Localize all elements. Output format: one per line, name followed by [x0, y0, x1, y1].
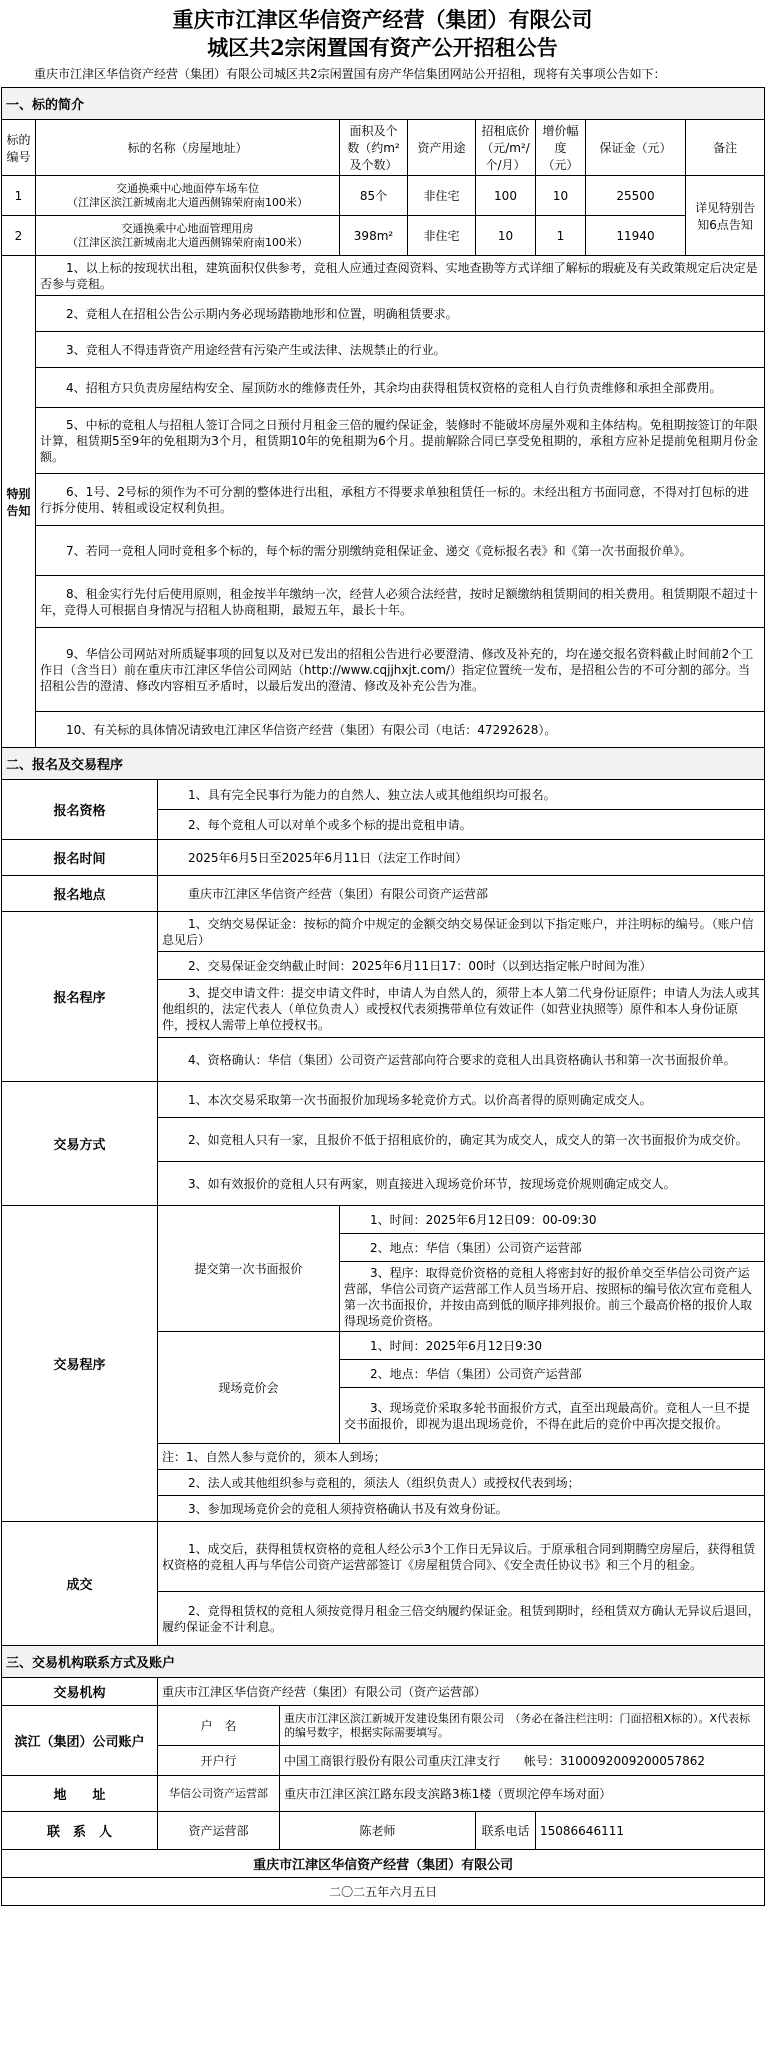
row-remark: 详见特别告知6点告知: [686, 176, 765, 256]
contact-name: 陈老师: [280, 1812, 476, 1850]
address-label: 地 址: [2, 1776, 158, 1812]
row-name-line-2: （江津区滨江新城南北大道西侧锦荣府南100米）: [67, 195, 308, 209]
note-item: 2、法人或其他组织参与竞租的，须法人（组织负责人）或授权代表到场；: [158, 1470, 765, 1496]
registration-time: 2025年6月5日至2025年6月11日（法定工作时间）: [158, 840, 765, 876]
note-item: 注：1、自然人参与竞价的，须本人到场；: [158, 1444, 765, 1470]
registration-place: 重庆市江津区华信资产经营（集团）有限公司资产运营部: [158, 876, 765, 912]
registration-time-label: 报名时间: [2, 840, 158, 876]
site-auction-label: 现场竞价会: [158, 1332, 340, 1444]
col-header-remark: 备注: [686, 120, 765, 176]
notice-row: [2, 712, 765, 748]
row-increment: 10: [536, 176, 586, 216]
col-header-deposit: 保证金（元）: [586, 120, 686, 176]
notice-item: 1、以上标的按现状出租，建筑面积仅供参考，竞租人应通过查阅资料、实地查勘等方式详细了解标的瑕疵及有关政策规定后决定是否参与竞租。: [36, 256, 765, 296]
notice-row: [2, 526, 765, 576]
procedure-item: 4、资格确认：华信（集团）公司资产运营部向符合要求的竞租人出具资格确认书和第一次书面报价单。: [158, 1038, 765, 1082]
notice-row: [2, 576, 765, 628]
note-item: 3、参加现场竞价会的竞租人须持资格确认书及有效身份证。: [158, 1496, 765, 1522]
contact-dept: 资产运营部: [158, 1812, 280, 1850]
procedure-item: 3、提交申请文件：提交申请文件时，申请人为自然人的，须带上本人第二代身份证原件；申请人为法人或其他组织的，法定代表人（单位负责人）或授权代表须携带单位有效证件（如营业执照等）原件和本人身份证原件，授权人需带上单位授权书。: [158, 980, 765, 1038]
site-auction-item: 2、地点：华信（集团）公司资产运营部: [340, 1360, 765, 1388]
col-header-no: 标的编号: [2, 120, 36, 176]
title-line-2: 城区共2宗闲置国有资产公开招租公告: [207, 35, 558, 60]
trade-method-label: 交易方式: [2, 1082, 158, 1206]
col-header-name: 标的名称（房屋地址）: [36, 120, 340, 176]
first-quote-item: 3、程序：取得竞价资格的竞租人将密封好的报价单交至华信公司资产运营部，华信公司资产运营部工作人员当场开启、按照标的编号依次宣布竞租人第一次书面报价，并按由高到低的顺序排列报价。前三个最高价格的报价人取得现场竞价资格。: [340, 1262, 765, 1332]
section-1-title: 一、标的简介: [2, 88, 765, 120]
page-title: [0, 6, 765, 62]
account-label: 滨江（集团）公司账户: [2, 1706, 158, 1776]
row-name-line-2: （江津区滨江新城南北大道西侧锦荣府南100米）: [67, 235, 308, 249]
site-auction-item: 1、时间：2025年6月12日9:30: [340, 1332, 765, 1360]
row-increment: 1: [536, 216, 586, 256]
footer-date: 二〇二五年六月五日: [2, 1878, 765, 1906]
trade-method-item: 1、本次交易采取第一次书面报价加现场多轮竞价方式。以价高者得的原则确定成交人。: [158, 1082, 765, 1118]
row-no: 2: [2, 216, 36, 256]
phone-label: 联系电话: [476, 1812, 536, 1850]
row-name: [36, 216, 340, 256]
qualification-label: 报名资格: [2, 780, 158, 840]
procedure-item: 2、交易保证金交纳截止时间：2025年6月11日17：00时（以到达指定帐户时间为准）: [158, 952, 765, 980]
notice-label: 特别告知: [2, 256, 36, 748]
address: 重庆市江津区滨江路东段支滨路3栋1楼（贾坝沱停车场对面）: [280, 1776, 765, 1812]
col-header-use: 资产用途: [408, 120, 476, 176]
row-use: 非住宅: [408, 176, 476, 216]
deal-label: 成交: [2, 1522, 158, 1646]
row-area: 398m²: [340, 216, 408, 256]
site-auction-item: 3、现场竞价采取多轮书面报价方式，直至出现最高价。竞租人一旦不提交书面报价，即视为退出现场竞价，不得在此后的竞价中再次提交报价。: [340, 1388, 765, 1444]
trade-method-item: 3、如有效报价的竞租人只有两家，则直接进入现场竞价环节，按现场竞价规则确定成交人。: [158, 1162, 765, 1206]
title-line-1: 重庆市江津区华信资产经营（集团）有限公司: [172, 7, 593, 32]
section-3-title: 三、交易机构联系方式及账户: [2, 1646, 765, 1678]
notice-item: 4、招租方只负责房屋结构安全、屋顶防水的维修责任外，其余均由获得租赁权资格的竞租人自行负责维修和承担全部费用。: [36, 368, 765, 408]
notice-row: [2, 256, 765, 296]
procedure-item: 1、交纳交易保证金：按标的简介中规定的金额交纳交易保证金到以下指定账户，并注明标的编号。（账户信息见后）: [158, 912, 765, 952]
notice-item: 2、竞租人在招租公告公示期内务必现场踏勘地形和位置，明确租赁要求。: [36, 296, 765, 332]
row-price: 100: [476, 176, 536, 216]
col-header-increment: 增价幅度（元）: [536, 120, 586, 176]
row-deposit: 25500: [586, 176, 686, 216]
deal-item: 2、竞得租赁权的竞租人须按竞得月租金三倍交纳履约保证金。租赁到期时，经租赁双方确认无异议后退回，履约保证金不计利息。: [158, 1592, 765, 1646]
notice-item: 7、若同一竞租人同时竞租多个标的，每个标的需分别缴纳竞租保证金、递交《竞标报名表》和《第一次书面报价单》。: [36, 526, 765, 576]
account-name-label: 户 名: [158, 1706, 280, 1746]
footer-org: 重庆市江津区华信资产经营（集团）有限公司: [2, 1850, 765, 1878]
notice-row: [2, 332, 765, 368]
col-header-area: 面积及个数（约m²及个数）: [340, 120, 408, 176]
deal-item: 1、成交后，获得租赁权资格的竞租人经公示3个工作日无异议后。于原承租合同到期腾空房屋后，获得租赁权资格的竞租人再与华信公司资产运营部签订《房屋租赁合同》、《安全责任协议书》和三个月的租金。: [158, 1522, 765, 1592]
procedure-label: 报名程序: [2, 912, 158, 1082]
table-row: [2, 216, 765, 256]
notice-row: [2, 408, 765, 474]
main-table: [1, 87, 765, 1906]
first-quote-item: 1、时间：2025年6月12日09：00-09:30: [340, 1206, 765, 1234]
notice-item: 8、租金实行先付后使用原则，租金按半年缴纳一次，经营人必须合法经营，按时足额缴纳租赁期间的相关费用。租赁期限不超过十年，竞得人可根据自身情况与招租人协商租期，最短五年，最长十年。: [36, 576, 765, 628]
first-quote-label: 提交第一次书面报价: [158, 1206, 340, 1332]
trade-procedure-label: 交易程序: [2, 1206, 158, 1522]
notice-row: [2, 474, 765, 526]
row-use: 非住宅: [408, 216, 476, 256]
notice-item: 5、中标的竞租人与招租人签订合同之日预付月租金三倍的履约保证金，装修时不能破坏房屋外观和主体结构。免租期按签订的年限计算，租赁期5至9年的免租期为3个月，租赁期10年的免租期为6个月。提前解除合同已享受免租期的，承租方应补足提前免租期月份金额。: [36, 408, 765, 474]
notice-item: 10、有关标的具体情况请致电江津区华信资产经营（集团）有限公司（电话：47292628）。: [36, 712, 765, 748]
row-name: [36, 176, 340, 216]
agency-label: 交易机构: [2, 1678, 158, 1706]
row-area: 85个: [340, 176, 408, 216]
notice-item: 9、华信公司网站对所质疑事项的回复以及对已发出的招租公告进行必要澄清、修改及补充的，均在递交报名资料截止时间前2个工作日（含当日）前在重庆市江津区华信公司网站（http://www.cqjjhxjt.com/）指定位置统一发布，是招租公告的不可分割的部分。当招租公告的澄清、修改内容相互矛盾时，以最后发出的澄清、修改及补充公告为准。: [36, 628, 765, 712]
qualification-item: 1、具有完全民事行为能力的自然人、独立法人或其他组织均可报名。: [158, 780, 765, 810]
row-name-line-1: 交通换乘中心地面管理用房: [121, 221, 254, 235]
section-2-title: 二、报名及交易程序: [2, 748, 765, 780]
row-price: 10: [476, 216, 536, 256]
qualification-item: 2、每个竞租人可以对单个或多个标的提出竞租申请。: [158, 810, 765, 840]
first-quote-item: 2、地点：华信（集团）公司资产运营部: [340, 1234, 765, 1262]
registration-place-label: 报名地点: [2, 876, 158, 912]
intro-paragraph: 重庆市江津区华信资产经营（集团）有限公司城区共2宗闲置国有房产华信集团网站公开招租，现将有关事项公告如下：: [34, 67, 666, 81]
notice-row: [2, 368, 765, 408]
contact-label: 联 系 人: [2, 1812, 158, 1850]
notice-row: [2, 628, 765, 712]
asset-table-header: [2, 120, 765, 176]
notice-item: 3、竞租人不得违背资产用途经营有污染产生或法律、法规禁止的行业。: [36, 332, 765, 368]
row-no: 1: [2, 176, 36, 216]
address-dept: 华信公司资产运营部: [158, 1776, 280, 1812]
bank-label: 开户行: [158, 1746, 280, 1776]
col-header-price: 招租底价（元/m²/个/月）: [476, 120, 536, 176]
agency-name: 重庆市江津区华信资产经营（集团）有限公司（资产运营部）: [158, 1678, 765, 1706]
notice-row: [2, 296, 765, 332]
notice-item: 6、1号、2号标的须作为不可分割的整体进行出租，承租方不得要求单独租赁任一标的。未经出租方书面同意，不得对打包标的进行拆分使用、转租或设定权利负担。: [36, 474, 765, 526]
account-name: 重庆市江津区滨江新城开发建设集团有限公司 （务必在备注栏注明：门面招租X标的）。X代表标的编号数字，根据实际需要填写。: [280, 1706, 765, 1746]
table-row: [2, 176, 765, 216]
row-deposit: 11940: [586, 216, 686, 256]
row-name-line-1: 交通换乘中心地面停车场车位: [116, 181, 259, 195]
phone-number: 15086646111: [536, 1812, 765, 1850]
bank-info: 中国工商银行股份有限公司重庆江津支行 帐号：3100092009200057862: [280, 1746, 765, 1776]
trade-method-item: 2、如竞租人只有一家，且报价不低于招租底价的，确定其为成交人，成交人的第一次书面报价为成交价。: [158, 1118, 765, 1162]
